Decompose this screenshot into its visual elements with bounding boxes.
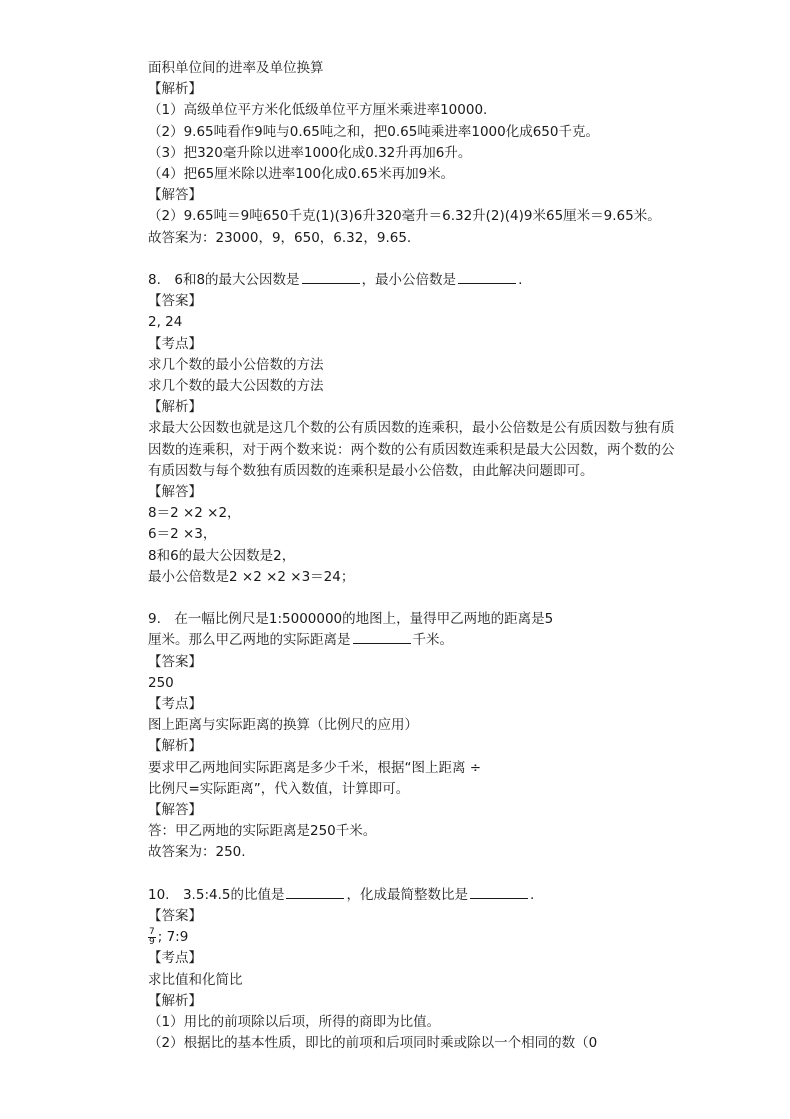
answer-blank <box>353 630 411 644</box>
analysis-line: 要求甲乙两地间实际距离是多少千米，根据“图上距离 ÷ <box>148 759 482 776</box>
solution-line: （2）9.65吨＝9吨650千克(1)(3)6升320毫升＝6.32升(2)(4)9米65厘米＝9.65米。 <box>148 208 661 225</box>
solution-line: 6＝2 ×3， <box>148 526 217 543</box>
solution-line: 故答案为：23000，9，650，6.32，9.65. <box>148 229 412 246</box>
question-text: 厘米。那么甲乙两地的实际距离是 <box>148 632 351 649</box>
analysis-paragraph: 求最大公因数也就是这几个数的公有质因数的连乘积，最小公倍数是公有质因数与独有质因数的连乘积，对于两个数来说：两个数的公有质因数连乘积是最大公因数，两个数的公有质因数与每个数独有质因数的连乘积是最小公倍数，由此解决问题即可。 <box>148 420 675 479</box>
question-text: . <box>518 272 523 289</box>
kp-heading: 【考点】 <box>148 335 202 352</box>
answer-blank <box>286 885 344 899</box>
analysis-line: （3）把320毫升除以进率1000化成0.32升再加6升。 <box>148 144 472 161</box>
analysis-line: （4）把65厘米除以进率100化成0.65米再加9米。 <box>148 166 455 183</box>
kp-text: 求几个数的最大公因数的方法 <box>148 378 324 395</box>
kp-text: 求几个数的最小公倍数的方法 <box>148 356 324 373</box>
answer-text <box>148 927 678 948</box>
kp-heading: 【考点】 <box>148 950 202 967</box>
fraction-numerator: 7 <box>149 926 155 937</box>
analysis-line: （1）高级单位平方米化低级单位平方厘米乘进率10000. <box>148 102 488 119</box>
document-content <box>148 58 678 1055</box>
kp-heading: 【考点】 <box>148 696 202 713</box>
analysis-heading: 【解析】 <box>148 738 202 755</box>
kp-text: 图上距离与实际距离的换算（比例尺的应用） <box>148 717 418 734</box>
analysis-heading: 【解析】 <box>148 992 202 1009</box>
answer-heading: 【答案】 <box>148 293 202 310</box>
question-8-stem <box>148 270 678 291</box>
analysis-heading: 【解析】 <box>148 399 202 416</box>
answer-text: 2, 24 <box>148 314 183 331</box>
question-text: . <box>529 886 535 903</box>
question-text: ，最小公倍数是 <box>361 272 457 289</box>
question-9-stem: 9. 在一幅比例尺是1:5000000的地图上，量得甲乙两地的距离是5 <box>148 611 554 628</box>
solution-line: 8＝2 ×2 ×2， <box>148 505 241 522</box>
solution-line: 8和6的最大公因数是2， <box>148 547 296 564</box>
answer-blank <box>470 885 528 899</box>
analysis-heading: 【解析】 <box>148 81 202 98</box>
analysis-line: （2）根据比的基本性质，即比的前项和后项同时乘或除以一个相同的数（0 <box>148 1035 598 1052</box>
solution-heading: 【解答】 <box>148 187 202 204</box>
fraction <box>148 928 156 947</box>
answer-rest: ; 7:9 <box>157 929 189 946</box>
analysis-line: 比例尺=实际距离”，代入数值，计算即可。 <box>148 780 410 797</box>
answer-blank <box>302 270 360 284</box>
solution-line: 答：甲乙两地的实际距离是250千米。 <box>148 823 377 840</box>
solution-line: 最小公倍数是2 ×2 ×2 ×3＝24； <box>148 568 355 585</box>
solution-heading: 【解答】 <box>148 484 202 501</box>
answer-heading: 【答案】 <box>148 653 202 670</box>
question-10-stem <box>148 885 678 906</box>
question-text: 千米。 <box>412 632 453 649</box>
analysis-line: （1）用比的前项除以后项，所得的商即为比值。 <box>148 1014 441 1031</box>
fraction-denominator: 9 <box>149 936 155 947</box>
solution-line: 故答案为：250. <box>148 844 246 861</box>
question-9-stem <box>148 630 678 651</box>
question-text: ，化成最简整数比是 <box>346 886 468 903</box>
kp-text: 求比值和化简比 <box>148 971 243 988</box>
kp-text: 面积单位间的进率及单位换算 <box>148 60 324 76</box>
question-text: 8. 6和8的最大公因数是 <box>148 272 300 289</box>
answer-heading: 【答案】 <box>148 908 202 925</box>
question-text: 10. 3.5:4.5的比值是 <box>148 886 285 903</box>
analysis-line: （2）9.65吨看作9吨与0.65吨之和，把0.65吨乘进率1000化成650千克。 <box>148 123 599 140</box>
answer-text: 250 <box>148 674 174 691</box>
answer-blank <box>458 270 516 284</box>
solution-heading: 【解答】 <box>148 802 202 819</box>
